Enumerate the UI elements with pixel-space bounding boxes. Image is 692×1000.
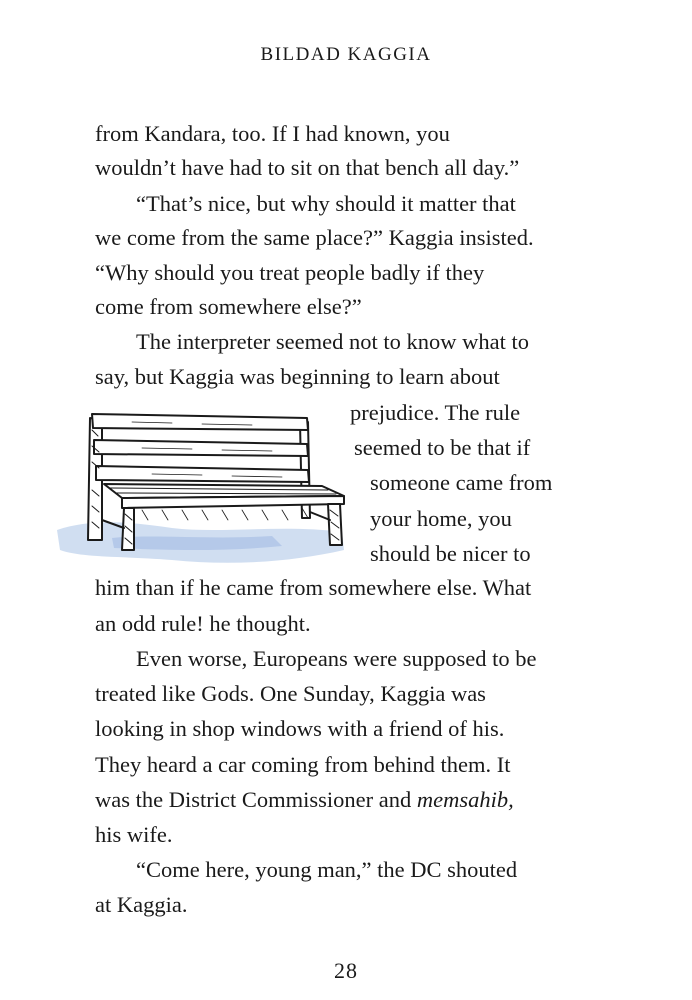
text-line: an odd rule! he thought. — [95, 611, 311, 636]
running-head: BILDAD KAGGIA — [260, 44, 432, 65]
page-number: 28 — [334, 958, 358, 983]
bench-illustration — [52, 400, 352, 575]
text-line: “That’s nice, but why should it matter that — [136, 191, 516, 216]
text-line: treated like Gods. One Sunday, Kaggia was — [95, 681, 486, 706]
text-line: your home, you — [370, 506, 512, 531]
text-line: come from somewhere else?” — [95, 294, 362, 319]
text-span: was the District Commissioner and — [95, 787, 417, 812]
text-line: looking in shop windows with a friend of his. — [95, 716, 505, 741]
text-line: at Kaggia. — [95, 892, 188, 917]
text-line: “Why should you treat people badly if they — [95, 260, 485, 285]
text-line: They heard a car coming from behind them. It — [95, 752, 511, 777]
text-line — [95, 783, 514, 817]
text-line: seemed to be that if — [354, 435, 531, 460]
text-line: say, but Kaggia was beginning to learn about — [95, 364, 500, 389]
text-line: “Come here, young man,” the DC shouted — [136, 857, 518, 882]
text-line: should be nicer to — [370, 541, 531, 566]
text-line: him than if he came from somewhere else. What — [95, 575, 532, 600]
text-line: we come from the same place?” Kaggia insisted. — [95, 225, 534, 250]
text-line: Even worse, Europeans were supposed to be — [136, 646, 537, 671]
text-line: The interpreter seemed not to know what to — [136, 329, 530, 354]
text-line: prejudice. The rule — [350, 400, 521, 425]
text-line: someone came from — [370, 470, 553, 495]
text-line: from Kandara, too. If I had known, you — [95, 121, 450, 146]
text-line: his wife. — [95, 822, 173, 847]
italic-word: memsahib, — [416, 787, 514, 812]
text-line: wouldn’t have had to sit on that bench all day.” — [95, 155, 520, 180]
